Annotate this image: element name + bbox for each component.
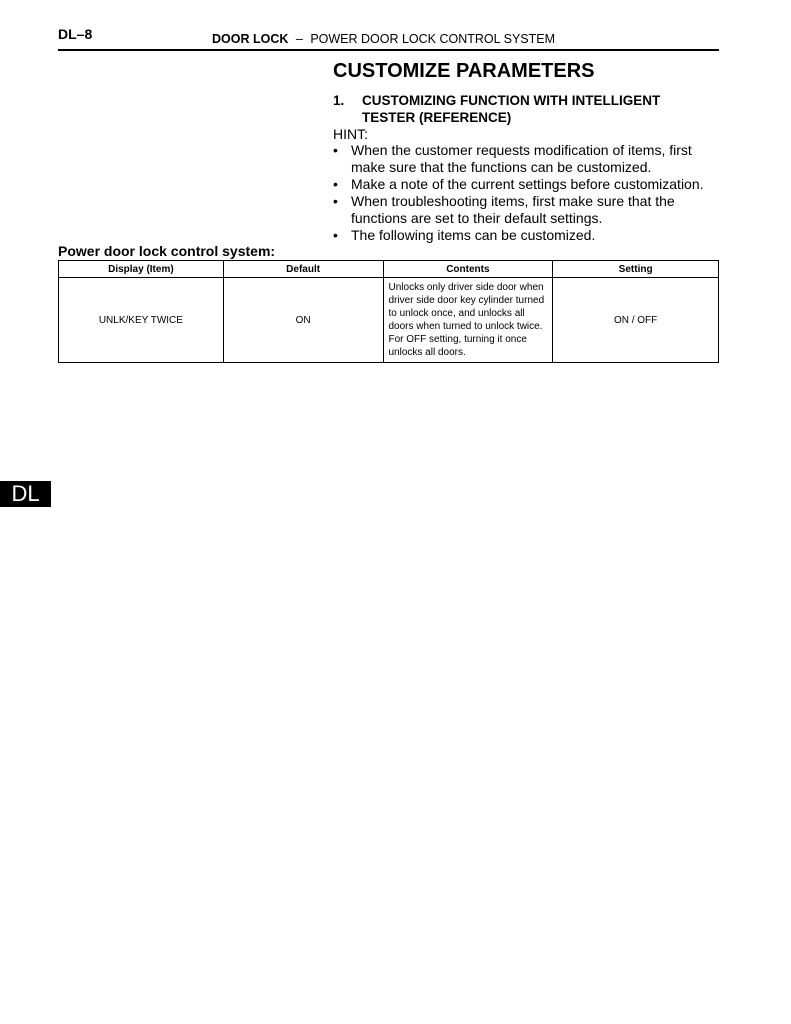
cell-setting: ON / OFF xyxy=(553,278,719,363)
step-text: CUSTOMIZING FUNCTION WITH INTELLIGENT TESTER (REFERENCE) xyxy=(362,93,661,125)
section-side-tab: DL xyxy=(0,481,51,507)
cell-contents: Unlocks only driver side door when driver side door key cylinder turned to unlock once, and unlocks all doors when turned to unlock twice. For OFF setting, turning it once unlocks all doors. xyxy=(383,278,553,363)
step-number: 1. xyxy=(333,93,345,108)
page-number: DL–8 xyxy=(58,26,93,42)
page-title: CUSTOMIZE PARAMETERS xyxy=(333,60,595,82)
cell-default: ON xyxy=(223,278,383,363)
header-section: DOOR LOCK xyxy=(212,32,289,46)
col-header-contents: Contents xyxy=(383,261,553,278)
header-separator: – xyxy=(295,32,303,46)
customize-table xyxy=(58,260,719,363)
hint-item: • When the customer requests modification of items, first make sure that the functions can be customized. xyxy=(333,142,723,176)
table-header-row xyxy=(59,261,719,278)
hint-item: • When troubleshooting items, first make sure that the functions are set to their default settings. xyxy=(333,193,723,227)
hint-label: HINT: xyxy=(333,126,368,142)
header-rule xyxy=(58,49,719,51)
running-header xyxy=(212,32,555,46)
col-header-display: Display (Item) xyxy=(59,261,224,278)
table-caption: Power door lock control system: xyxy=(58,243,276,259)
cell-display: UNLK/KEY TWICE xyxy=(59,278,224,363)
hint-item: • The following items can be customized. xyxy=(333,227,723,244)
hint-list xyxy=(333,142,723,244)
col-header-default: Default xyxy=(223,261,383,278)
col-header-setting: Setting xyxy=(553,261,719,278)
header-subsection: POWER DOOR LOCK CONTROL SYSTEM xyxy=(310,32,556,46)
hint-item: • Make a note of the current settings before customization. xyxy=(333,176,723,193)
table-row xyxy=(59,278,719,363)
